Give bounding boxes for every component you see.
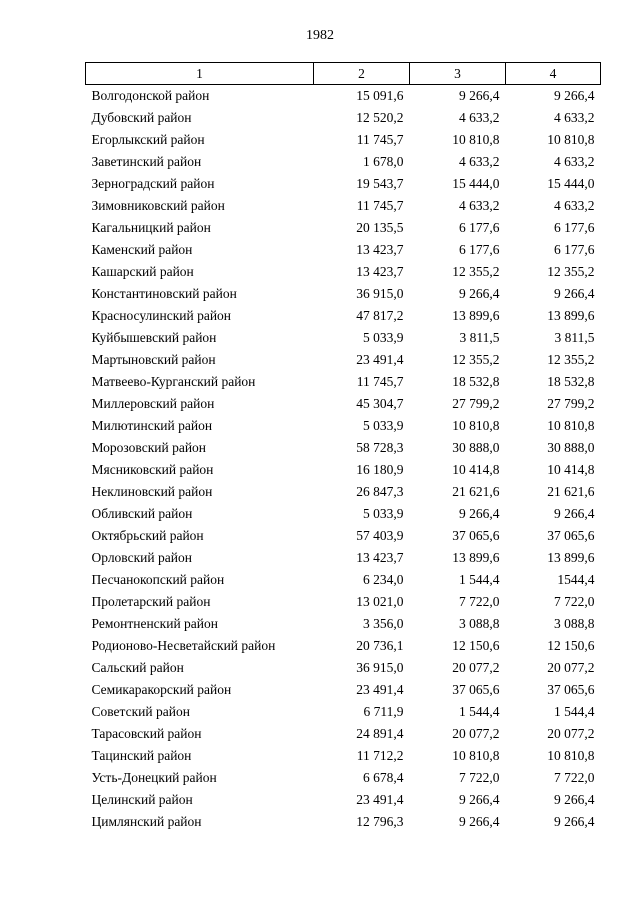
district-name: Куйбышевский район (91, 330, 217, 345)
value-col-2: 45 304,7 (356, 396, 404, 411)
value-col-3: 9 266,4 (459, 792, 500, 807)
table-row (86, 151, 601, 173)
header-row (86, 63, 601, 85)
district-name: Каменский район (91, 242, 193, 257)
table-row (86, 767, 601, 789)
district-name: Орловский район (91, 550, 192, 565)
value-col-3: 20 077,2 (452, 660, 500, 675)
value-col-3: 27 799,2 (452, 396, 500, 411)
value-col-3: 6 177,6 (459, 242, 500, 257)
data-table (85, 62, 601, 833)
value-col-2: 11 745,7 (356, 374, 404, 389)
table-row (86, 503, 601, 525)
table-row (86, 811, 601, 833)
value-col-2: 16 180,9 (356, 462, 404, 477)
value-col-3: 37 065,6 (452, 682, 500, 697)
value-col-4: 37 065,6 (547, 682, 595, 697)
district-name: Кашарский район (91, 264, 194, 279)
value-col-4: 6 177,6 (554, 242, 595, 257)
value-col-4: 4 633,2 (554, 154, 595, 169)
table-row (86, 657, 601, 679)
district-name: Песчанокопский район (91, 572, 225, 587)
table-row (86, 129, 601, 151)
table-row (86, 613, 601, 635)
value-col-4: 12 150,6 (547, 638, 595, 653)
value-col-4: 20 077,2 (547, 726, 595, 741)
header-col-2: 2 (314, 63, 410, 85)
value-col-4: 9 266,4 (554, 286, 595, 301)
value-col-3: 4 633,2 (459, 154, 500, 169)
district-name: Усть-Донецкий район (91, 770, 217, 785)
value-col-2: 23 491,4 (356, 792, 404, 807)
page-number: 1982 (306, 28, 334, 43)
value-col-4: 9 266,4 (554, 814, 595, 829)
value-col-3: 20 077,2 (452, 726, 500, 741)
table-row (86, 195, 601, 217)
value-col-4: 15 444,0 (547, 176, 595, 191)
district-name: Морозовский район (91, 440, 207, 455)
value-col-2: 6 711,9 (363, 704, 404, 719)
value-col-2: 1 678,0 (363, 154, 404, 169)
value-col-2: 13 423,7 (356, 550, 404, 565)
value-col-2: 23 491,4 (356, 352, 404, 367)
table-row (86, 283, 601, 305)
table-row (86, 679, 601, 701)
value-col-3: 10 414,8 (452, 462, 500, 477)
value-col-4: 1 544,4 (554, 704, 595, 719)
value-col-3: 9 266,4 (459, 88, 500, 103)
header-col-3: 3 (410, 63, 506, 85)
table-row (86, 591, 601, 613)
value-col-4: 27 799,2 (547, 396, 595, 411)
value-col-3: 6 177,6 (459, 220, 500, 235)
table-row (86, 393, 601, 415)
header-col-4: 4 (506, 63, 601, 85)
value-col-2: 20 135,5 (356, 220, 404, 235)
value-col-2: 19 543,7 (356, 176, 404, 191)
value-col-2: 5 033,9 (363, 506, 404, 521)
value-col-4: 13 899,6 (547, 308, 595, 323)
table-row (86, 635, 601, 657)
table-row (86, 701, 601, 723)
value-col-4: 3 088,8 (554, 616, 595, 631)
value-col-4: 9 266,4 (554, 792, 595, 807)
value-col-4: 13 899,6 (547, 550, 595, 565)
district-name: Октябрьский район (91, 528, 204, 543)
value-col-4: 10 810,8 (547, 748, 595, 763)
district-name: Зерноградский район (91, 176, 215, 191)
value-col-4: 37 065,6 (547, 528, 595, 543)
value-col-2: 13 021,0 (356, 594, 404, 609)
value-col-4: 12 355,2 (547, 352, 595, 367)
value-col-3: 13 899,6 (452, 308, 500, 323)
district-name: Мясниковский район (91, 462, 214, 477)
table-row (86, 415, 601, 437)
table-row (86, 371, 601, 393)
value-col-3: 1 544,4 (459, 572, 500, 587)
value-col-4: 7 722,0 (554, 770, 595, 785)
value-col-2: 12 796,3 (356, 814, 404, 829)
value-col-3: 10 810,8 (452, 748, 500, 763)
district-name: Советский район (91, 704, 190, 719)
value-col-2: 15 091,6 (356, 88, 404, 103)
value-col-3: 10 810,8 (452, 418, 500, 433)
district-name: Обливский район (91, 506, 193, 521)
district-name: Пролетарский район (91, 594, 211, 609)
district-name: Милютинский район (91, 418, 213, 433)
value-col-2: 5 033,9 (363, 418, 404, 433)
value-col-2: 36 915,0 (356, 286, 404, 301)
district-name: Дубовский район (91, 110, 192, 125)
value-col-2: 11 745,7 (356, 132, 404, 147)
table-row (86, 261, 601, 283)
district-name: Тацинский район (91, 748, 192, 763)
district-name: Миллеровский район (91, 396, 215, 411)
value-col-3: 9 266,4 (459, 286, 500, 301)
district-name: Красносулинский район (91, 308, 232, 323)
value-col-3: 4 633,2 (459, 110, 500, 125)
value-col-4: 30 888,0 (547, 440, 595, 455)
district-name: Кагальницкий район (91, 220, 211, 235)
table-row (86, 327, 601, 349)
value-col-3: 37 065,6 (452, 528, 500, 543)
value-col-2: 36 915,0 (356, 660, 404, 675)
value-col-4: 10 414,8 (547, 462, 595, 477)
value-col-2: 3 356,0 (363, 616, 404, 631)
value-col-2: 20 736,1 (356, 638, 404, 653)
district-name: Матвеево-Курганский район (91, 374, 256, 389)
table-row (86, 437, 601, 459)
value-col-4: 7 722,0 (554, 594, 595, 609)
value-col-3: 7 722,0 (459, 770, 500, 785)
value-col-4: 18 532,8 (547, 374, 595, 389)
district-name: Неклиновский район (91, 484, 213, 499)
table-row (86, 305, 601, 327)
value-col-2: 13 423,7 (356, 242, 404, 257)
value-col-3: 21 621,6 (452, 484, 500, 499)
table-row (86, 481, 601, 503)
district-name: Константиновский район (91, 286, 237, 301)
value-col-4: 3 811,5 (554, 330, 595, 345)
district-name: Цимлянский район (91, 814, 202, 829)
table-body (86, 85, 601, 834)
value-col-3: 30 888,0 (452, 440, 500, 455)
value-col-2: 12 520,2 (356, 110, 404, 125)
value-col-3: 15 444,0 (452, 176, 500, 191)
table-row (86, 789, 601, 811)
value-col-2: 6 678,4 (363, 770, 404, 785)
value-col-3: 13 899,6 (452, 550, 500, 565)
table-row (86, 85, 601, 108)
district-name: Тарасовский район (91, 726, 202, 741)
district-name: Мартыновский район (91, 352, 216, 367)
district-name: Семикаракорский район (91, 682, 232, 697)
value-col-2: 26 847,3 (356, 484, 404, 499)
value-col-4: 4 633,2 (554, 198, 595, 213)
value-col-4: 1544,4 (557, 572, 595, 587)
value-col-3: 12 355,2 (452, 264, 500, 279)
table-row (86, 217, 601, 239)
table-row (86, 173, 601, 195)
value-col-4: 10 810,8 (547, 132, 595, 147)
value-col-4: 10 810,8 (547, 418, 595, 433)
value-col-4: 4 633,2 (554, 110, 595, 125)
value-col-3: 9 266,4 (459, 814, 500, 829)
value-col-2: 13 423,7 (356, 264, 404, 279)
table-row (86, 459, 601, 481)
value-col-3: 7 722,0 (459, 594, 500, 609)
district-name: Зимовниковский район (91, 198, 225, 213)
value-col-4: 9 266,4 (554, 506, 595, 521)
table-row (86, 547, 601, 569)
table-row (86, 349, 601, 371)
header-col-1: 1 (86, 63, 314, 85)
table-row (86, 723, 601, 745)
value-col-4: 21 621,6 (547, 484, 595, 499)
value-col-2: 6 234,0 (363, 572, 404, 587)
value-col-3: 4 633,2 (459, 198, 500, 213)
district-name: Родионово-Несветайский район (91, 638, 276, 653)
district-name: Заветинский район (91, 154, 202, 169)
district-name: Егорлыкский район (91, 132, 205, 147)
district-name: Сальский район (91, 660, 184, 675)
value-col-4: 6 177,6 (554, 220, 595, 235)
value-col-3: 3 811,5 (459, 330, 500, 345)
value-col-4: 12 355,2 (547, 264, 595, 279)
value-col-2: 11 712,2 (356, 748, 404, 763)
table-row (86, 569, 601, 591)
table-row (86, 239, 601, 261)
table-header (86, 63, 601, 85)
value-col-2: 24 891,4 (356, 726, 404, 741)
value-col-2: 58 728,3 (356, 440, 404, 455)
value-col-4: 20 077,2 (547, 660, 595, 675)
value-col-3: 9 266,4 (459, 506, 500, 521)
value-col-3: 12 355,2 (452, 352, 500, 367)
value-col-3: 3 088,8 (459, 616, 500, 631)
table-row (86, 745, 601, 767)
table-row (86, 525, 601, 547)
district-name: Ремонтненский район (91, 616, 218, 631)
value-col-2: 47 817,2 (356, 308, 404, 323)
value-col-2: 5 033,9 (363, 330, 404, 345)
value-col-3: 12 150,6 (452, 638, 500, 653)
district-name: Целинский район (91, 792, 193, 807)
table-row (86, 107, 601, 129)
value-col-2: 23 491,4 (356, 682, 404, 697)
value-col-4: 9 266,4 (554, 88, 595, 103)
value-col-3: 1 544,4 (459, 704, 500, 719)
value-col-3: 18 532,8 (452, 374, 500, 389)
value-col-2: 57 403,9 (356, 528, 404, 543)
value-col-3: 10 810,8 (452, 132, 500, 147)
district-name: Волгодонской район (91, 88, 210, 103)
value-col-2: 11 745,7 (356, 198, 404, 213)
